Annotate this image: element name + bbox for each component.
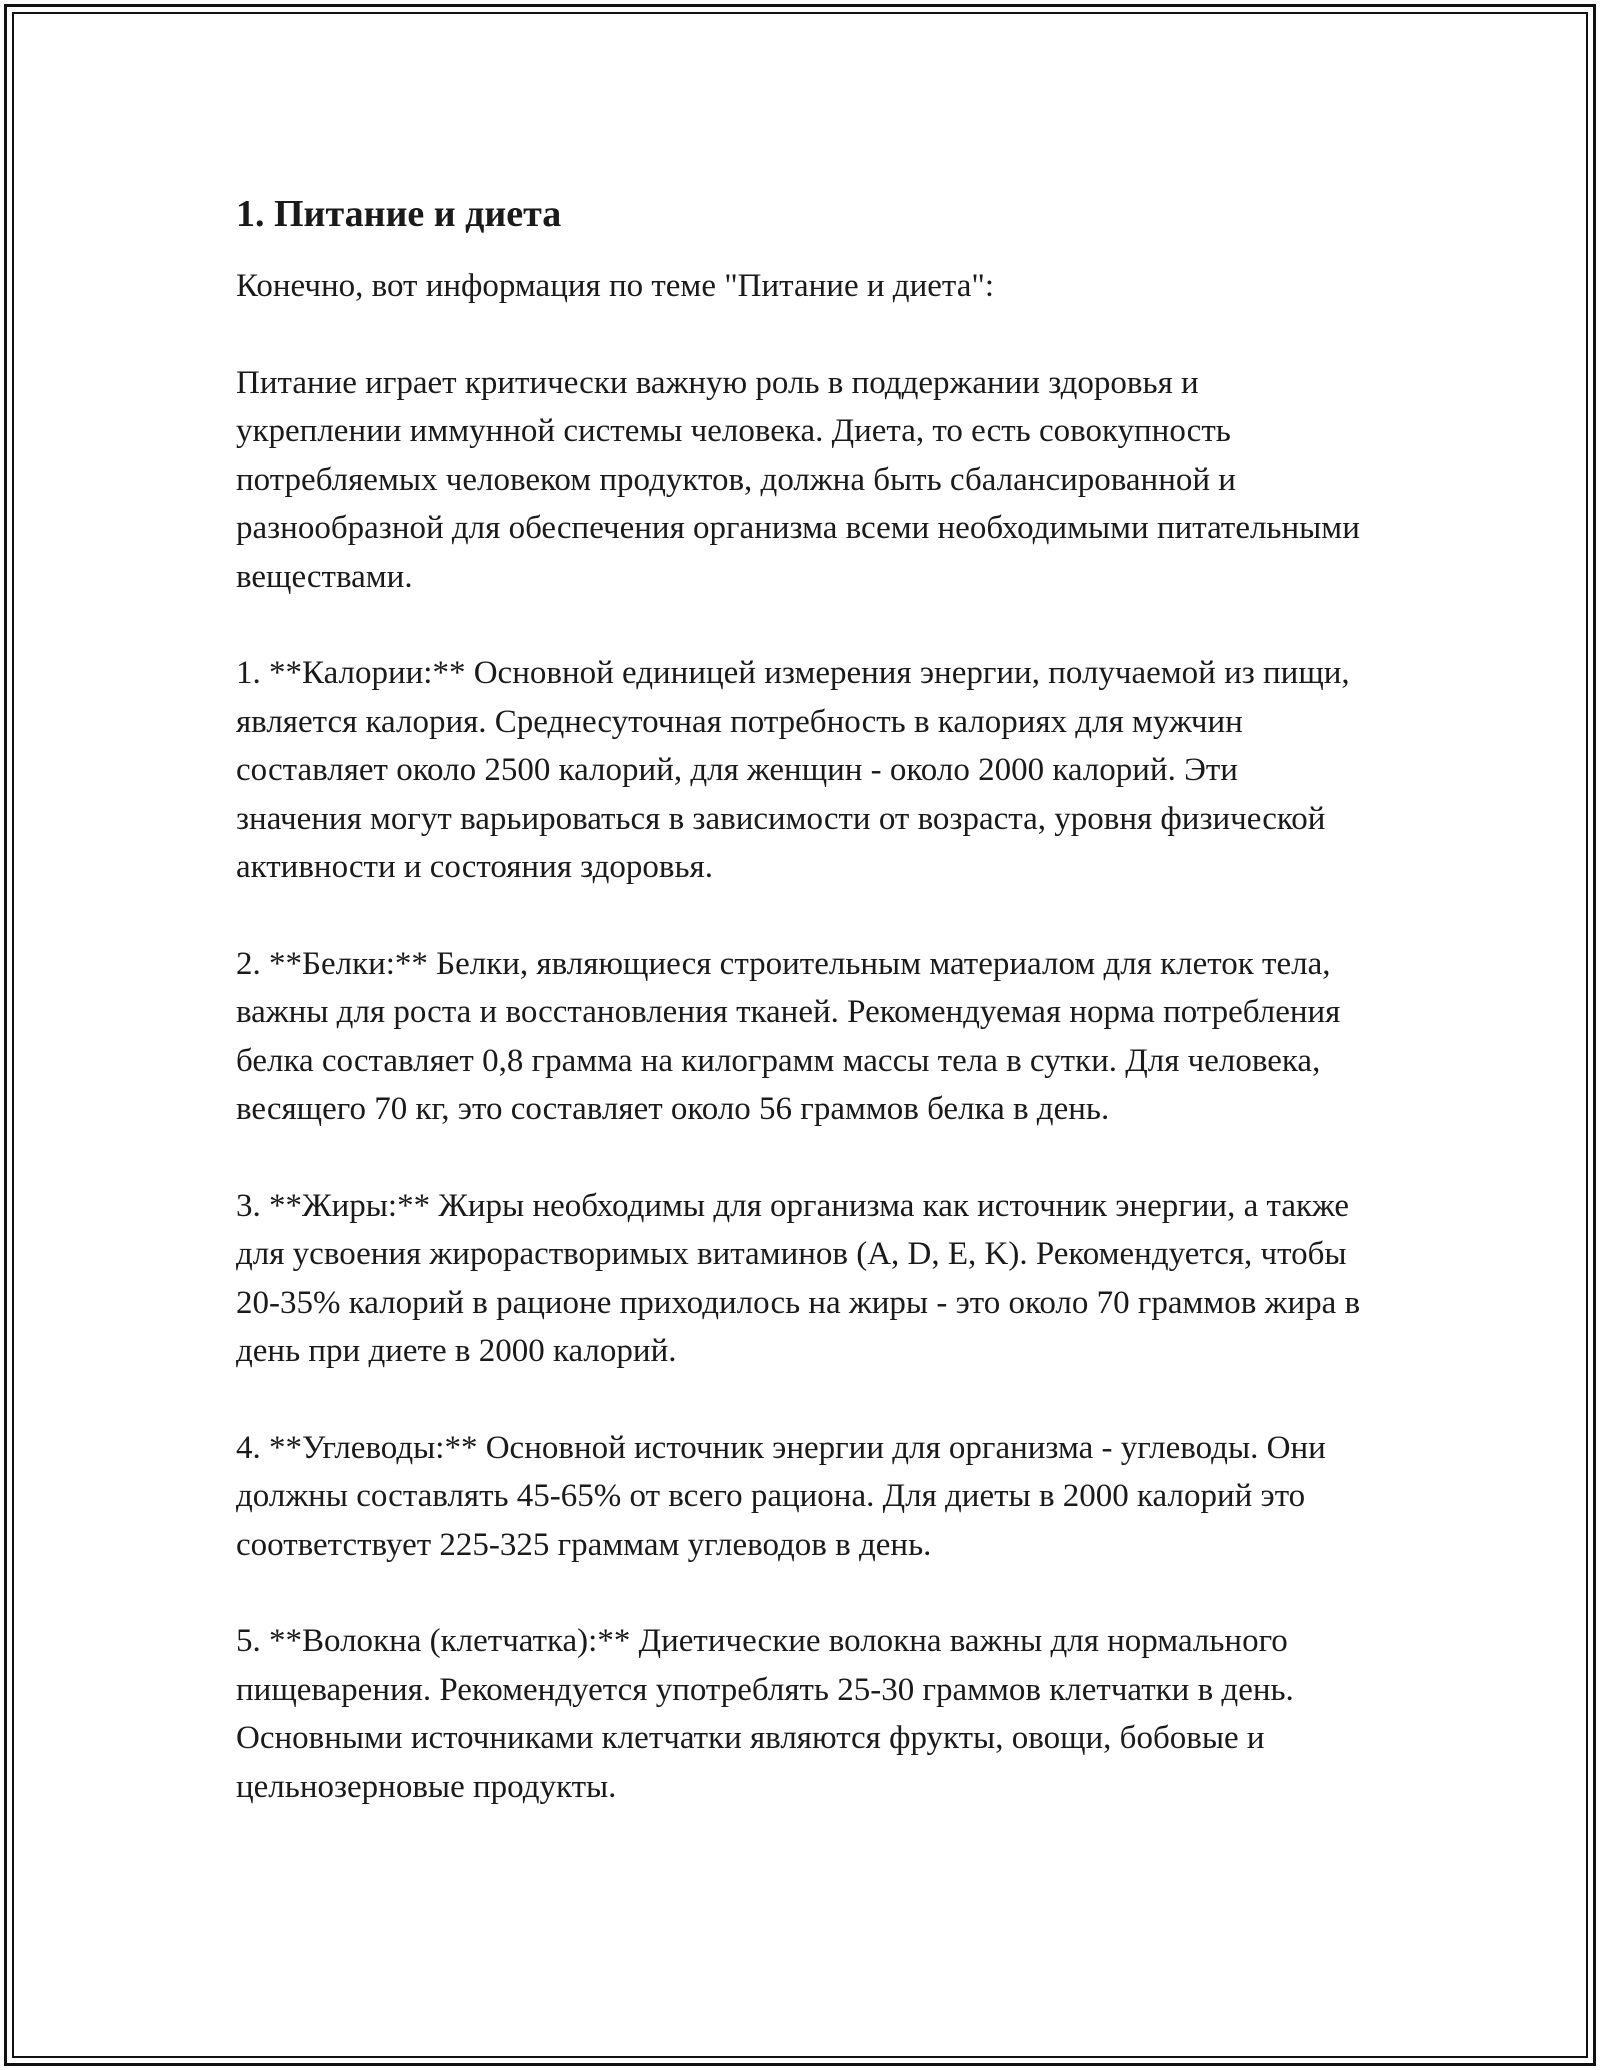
fiber-paragraph: 5. **Волокна (клетчатка):** Диетические волокна важны для нормального пищеварения. Рекомендуется употреблять 25-30 граммов клетчатки в день. Основными источниками клетчатки являются фрукты, овощи, бобовые и цельнозерновые продукты. [236, 1623, 1294, 1805]
carbohydrates-paragraph: 4. **Углеводы:** Основной источник энергии для организма - углеводы. Они должны составлять 45-65% от всего рациона. Для диеты в 2000 калорий это соответствует 225-325 граммам углеводов в день. [236, 1429, 1326, 1563]
calories-paragraph: 1. **Калории:** Основной единицей измерения энергии, получаемой из пищи, является калория. Среднесуточная потребность в калориях для мужчин составляет около 2500 калорий, для женщин - около 2000 калорий. Эти значения могут варьироваться в зависимости от возраста, уровня физической активности и состояния здоровья. [236, 655, 1350, 885]
document-body [236, 186, 1366, 1859]
overview-paragraph: Питание играет критически важную роль в поддержании здоровья и укреплении иммунной системы человека. Диета, то есть совокупность потребляемых человеком продуктов, должна быть сбалансированной и разнообразной для обеспечения организма всеми необходимыми питательными веществами. [236, 364, 1360, 595]
proteins-paragraph: 2. **Белки:** Белки, являющиеся строительным материалом для клеток тела, важны для роста и восстановления тканей. Рекомендуемая норма потребления белка составляет 0,8 грамма на килограмм массы тела в сутки. Для человека, весящего 70 кг, это составляет около 56 граммов белка в день. [236, 945, 1341, 1127]
fats-paragraph: 3. **Жиры:** Жиры необходимы для организма как источник энергии, а также для усвоения жирорастворимых витаминов (A, D, E, K). Рекомендуется, чтобы 20-35% калорий в рационе приходилось на жиры - это около 70 граммов жира в день при диете в 2000 калорий. [236, 1187, 1361, 1369]
intro-paragraph: Конечно, вот информация по теме "Питание и диета": [236, 268, 994, 304]
section-heading: 1. Питание и диета [236, 193, 562, 235]
